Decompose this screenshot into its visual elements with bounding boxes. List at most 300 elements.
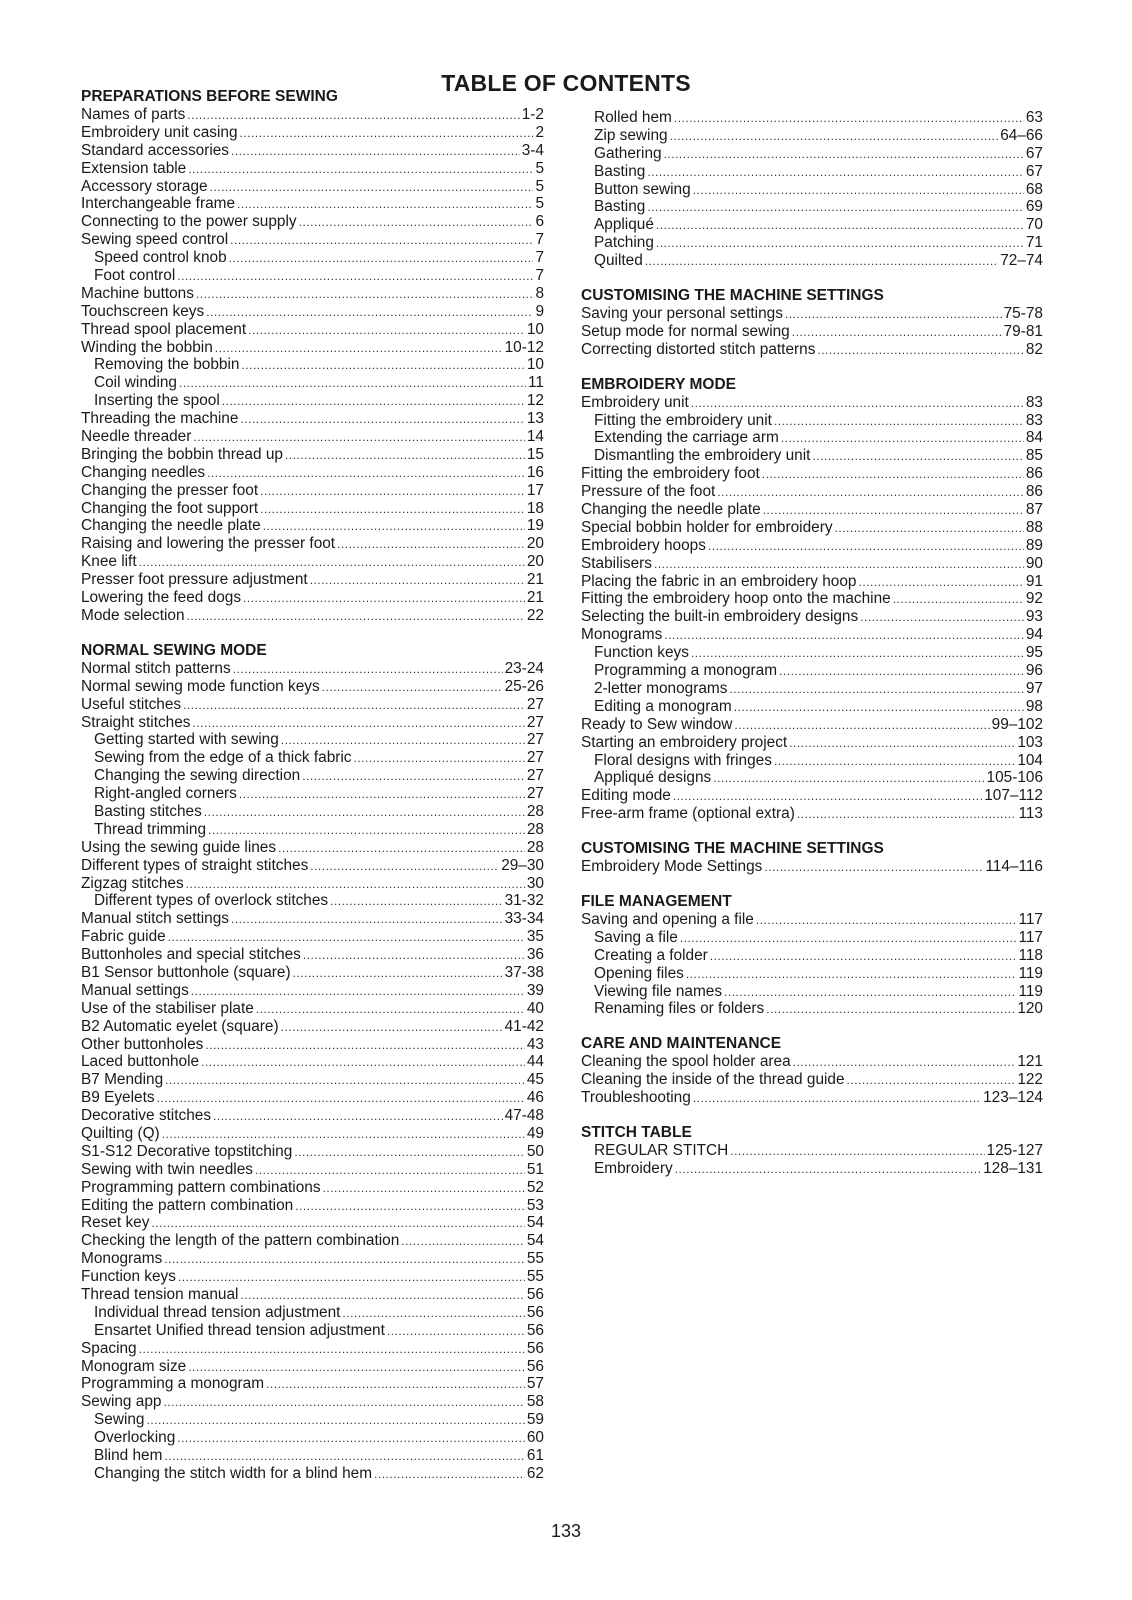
dot-leader [188,161,533,179]
dot-leader [255,1162,525,1180]
toc-entry-label: Sewing app [81,1393,162,1411]
toc-entry-label: S1-S12 Decorative topstitching [81,1142,293,1160]
dot-leader [191,983,525,1001]
toc-entry-label: Floral designs with fringes [594,751,772,769]
toc-entry[interactable] [581,947,1043,965]
toc-entry[interactable] [581,1000,1043,1018]
toc-entry[interactable] [581,181,1043,199]
toc-entry[interactable] [581,483,1043,501]
toc-entry-page: 22 [526,606,544,624]
toc-entry-label: Editing a monogram [594,697,732,715]
dot-leader [208,822,525,840]
toc-entry-label: Changing needles [81,463,206,481]
toc-entry-label: Using the sewing guide lines [81,838,277,856]
toc-entry[interactable] [81,374,544,392]
section-heading: CUSTOMISING THE MACHINE SETTINGS [581,840,884,858]
toc-entry-label: Spacing [81,1339,137,1357]
dot-leader [858,574,1023,592]
toc-entry-page: 3-4 [521,141,544,159]
toc-entry[interactable] [81,1000,544,1018]
dot-leader [322,679,503,697]
toc-entry[interactable] [581,734,1043,752]
dot-leader [139,1341,525,1359]
toc-entry[interactable] [581,716,1043,734]
toc-entry-label: Sewing speed control [81,231,229,249]
toc-entry[interactable] [81,553,544,571]
dot-leader [260,483,525,501]
toc-entry-label: 2-letter monograms [594,679,728,697]
toc-entry[interactable] [581,234,1043,252]
toc-entry-label: REGULAR STITCH [594,1141,729,1159]
dot-leader [686,966,1017,984]
toc-entry[interactable] [581,1142,1043,1160]
toc-entry-page: 27 [526,713,544,731]
toc-entry-page: 83 [1025,411,1043,429]
toc-entry-label: Changing the needle plate [81,517,261,535]
toc-entry-label: Starting an embroidery project [581,733,788,751]
toc-entry[interactable] [81,1071,544,1089]
toc-section [81,642,544,1483]
toc-entry-page: 122 [1017,1071,1043,1089]
toc-entry[interactable] [581,412,1043,430]
toc-entry[interactable] [81,678,544,696]
toc-entry[interactable] [81,464,544,482]
toc-entry-page: 97 [1025,679,1043,697]
toc-entry[interactable] [81,1268,544,1286]
toc-entry-page: 54 [526,1232,544,1250]
toc-entry[interactable] [81,1393,544,1411]
toc-entry[interactable] [81,1429,544,1447]
toc-entry[interactable] [81,964,544,982]
dot-leader [710,948,1017,966]
toc-entry[interactable] [81,1447,544,1465]
toc-entry-label: Sewing [94,1411,145,1429]
toc-entry[interactable] [81,1465,544,1483]
toc-entry-page: 14 [526,428,544,446]
toc-entry[interactable] [81,178,544,196]
toc-entry[interactable] [581,216,1043,234]
toc-entry-label: Free-arm frame (optional extra) [581,805,795,823]
toc-entry[interactable] [81,660,544,678]
toc-entry[interactable] [581,1053,1043,1071]
toc-entry[interactable] [81,1304,544,1322]
toc-entry-label: Rolled hem [594,109,672,126]
toc-entry[interactable] [81,410,544,428]
toc-entry-label: Saving your personal settings [581,305,783,323]
toc-entry-label: Function keys [594,644,689,662]
toc-entry[interactable] [581,644,1043,662]
toc-entry[interactable] [81,1179,544,1197]
toc-entry-label: Patching [594,234,654,252]
toc-entry[interactable] [81,195,544,213]
toc-entry[interactable] [581,198,1043,216]
dot-leader [151,1215,524,1233]
toc-entry-label: Touchscreen keys [81,302,205,320]
toc-entry-label: Bringing the bobbin thread up [81,445,283,463]
dot-leader [756,912,1017,930]
toc-entry[interactable] [81,321,544,339]
toc-entry-page: 105-106 [986,769,1043,787]
toc-entry-page: 99–102 [991,715,1043,733]
toc-entry[interactable] [81,213,544,231]
toc-entry[interactable] [81,696,544,714]
toc-entry-label: Changing the foot support [81,499,259,517]
toc-entry[interactable] [81,821,544,839]
toc-entry[interactable] [581,341,1043,359]
toc-entry-label: Zigzag stitches [81,874,184,892]
toc-entry[interactable] [81,731,544,749]
toc-entry-page: 10-12 [504,338,544,356]
dot-leader [196,286,534,304]
toc-entry-page: 119 [1018,964,1043,982]
toc-entry[interactable] [81,356,544,374]
toc-entry-label: Straight stitches [81,713,191,731]
toc-entry[interactable] [81,1018,544,1036]
toc-entry-label: Appliqué designs [594,769,712,787]
toc-entry[interactable] [81,535,544,553]
toc-entry[interactable] [81,1143,544,1161]
toc-entry[interactable] [81,106,544,124]
toc-entry-page: 8 [535,284,544,302]
toc-entry[interactable] [81,785,544,803]
dot-leader [717,484,1024,502]
toc-entry[interactable] [81,339,544,357]
toc-entry-page: 86 [1025,483,1043,501]
dot-leader [656,217,1024,235]
toc-entry[interactable] [581,127,1043,145]
dot-leader [337,536,525,554]
toc-entry[interactable] [81,607,544,625]
toc-entry[interactable] [81,1411,544,1429]
toc-entry[interactable] [581,769,1043,787]
toc-entry-page: 118 [1018,946,1043,964]
toc-entry[interactable] [81,571,544,589]
toc-entry-label: Useful stitches [81,695,182,713]
toc-entry[interactable] [81,446,544,464]
toc-entry[interactable] [581,805,1043,823]
toc-entry-page: 71 [1025,234,1043,252]
toc-entry[interactable] [581,929,1043,947]
toc-entry-page: 44 [526,1053,544,1071]
toc-entry[interactable] [581,519,1043,537]
toc-entry[interactable] [81,1089,544,1107]
toc-entry[interactable] [581,501,1043,519]
toc-entry[interactable] [81,892,544,910]
dot-leader [793,1054,1016,1072]
toc-entry-page: 45 [526,1071,544,1089]
toc-entry[interactable] [581,608,1043,626]
toc-entry[interactable] [81,392,544,410]
toc-entry-page: 28 [526,820,544,838]
dot-leader [835,520,1024,538]
toc-entry-page: 63 [1025,109,1043,126]
toc-entry-page: 120 [1017,1000,1043,1018]
dot-leader [693,182,1024,200]
dot-leader [201,1054,525,1072]
toc-entry[interactable] [581,429,1043,447]
toc-entry[interactable] [81,1107,544,1125]
dot-leader [237,196,533,214]
toc-right-column [581,109,1043,1178]
toc-entry[interactable] [581,447,1043,465]
section-heading: PREPARATIONS BEFORE SEWING [81,88,338,105]
toc-entry[interactable] [81,1214,544,1232]
dot-leader [281,1019,503,1037]
toc-entry-label: Special bobbin holder for embroidery [581,518,833,536]
toc-entry[interactable] [581,787,1043,805]
toc-entry-page: 51 [526,1160,544,1178]
toc-entry[interactable] [581,555,1043,573]
toc-entry[interactable] [81,231,544,249]
dot-leader [266,1376,525,1394]
toc-entry[interactable] [81,124,544,142]
toc-entry[interactable] [81,1250,544,1268]
toc-entry-label: Speed control knob [94,249,227,267]
toc-entry-page: 2 [535,123,544,141]
toc-entry[interactable] [581,145,1043,163]
toc-entry-page: 17 [526,481,544,499]
dot-leader [204,804,525,822]
toc-entry-label: Checking the length of the pattern combination [81,1232,400,1250]
toc-entry-label: Mode selection [81,606,185,624]
toc-entry-page: 39 [526,981,544,999]
toc-entry-page: 98 [1025,697,1043,715]
toc-entry[interactable] [81,482,544,500]
dot-leader [374,1466,525,1484]
toc-entry-label: Decorative stitches [81,1107,212,1125]
toc-entry[interactable] [81,589,544,607]
toc-entry[interactable] [581,1160,1043,1178]
dot-leader [294,1144,525,1162]
dot-leader [179,375,526,393]
dot-leader [193,715,525,733]
toc-entry[interactable] [581,698,1043,716]
toc-entry[interactable] [581,752,1043,770]
toc-entry-page: 55 [526,1268,544,1286]
dot-leader [241,357,524,375]
toc-entry-page: 117 [1018,910,1043,928]
toc-entry-label: Zip sewing [594,126,668,144]
toc-entry-page: 47-48 [504,1107,544,1125]
toc-entry[interactable] [81,428,544,446]
toc-entry[interactable] [581,305,1043,323]
dot-leader [177,1430,525,1448]
toc-entry[interactable] [81,1161,544,1179]
toc-entry[interactable] [581,680,1043,698]
toc-entry-label: Right-angled corners [94,785,237,803]
toc-entry[interactable] [81,1286,544,1304]
toc-entry[interactable] [81,946,544,964]
toc-entry-page: 90 [1025,554,1043,572]
dot-leader [342,1305,524,1323]
toc-entry[interactable] [81,1340,544,1358]
dot-leader [215,340,503,358]
toc-entry[interactable] [81,1197,544,1215]
toc-entry[interactable] [581,252,1043,270]
toc-entry[interactable] [81,142,544,160]
toc-entry-page: 10 [526,356,544,374]
toc-entry[interactable] [81,1375,544,1393]
toc-entry[interactable] [81,803,544,821]
toc-entry-page: 46 [526,1089,544,1107]
toc-entry-page: 64–66 [1000,126,1043,144]
toc-entry-page: 5 [535,177,544,195]
toc-entry[interactable] [81,517,544,535]
dot-leader [664,627,1024,645]
toc-entry-page: 91 [1025,572,1043,590]
toc-entry-page: 56 [526,1303,544,1321]
dot-leader [674,110,1024,128]
toc-entry-label: Thread spool placement [81,320,247,338]
toc-section [581,893,1043,1018]
toc-entry-label: Overlocking [94,1429,176,1447]
toc-entry[interactable] [81,303,544,321]
toc-entry-page: 56 [526,1357,544,1375]
toc-entry[interactable] [581,911,1043,929]
toc-entry[interactable] [81,1036,544,1054]
dot-leader [177,268,533,286]
toc-entry[interactable] [81,160,544,178]
toc-entry-label: Programming a monogram [594,662,778,680]
toc-entry[interactable] [581,590,1043,608]
toc-entry[interactable] [581,109,1043,127]
toc-entry-label: Getting started with sewing [94,731,279,749]
dot-leader [387,1323,525,1341]
toc-entry[interactable] [581,858,1043,876]
dot-leader [231,911,503,929]
toc-entry-page: 31-32 [504,892,544,910]
dot-leader [278,840,525,858]
toc-entry[interactable] [81,767,544,785]
toc-entry-page: 52 [526,1178,544,1196]
toc-entry-label: Button sewing [594,180,691,198]
toc-entry[interactable] [81,500,544,518]
toc-entry-page: 12 [526,392,544,410]
dot-leader [243,590,525,608]
dot-leader [792,324,1002,342]
toc-entry[interactable] [581,323,1043,341]
toc-entry[interactable] [581,983,1043,1001]
toc-entry-label: Editing mode [581,787,671,805]
toc-entry-page: 119 [1018,982,1043,1000]
toc-entry[interactable] [581,465,1043,483]
dot-leader [645,253,998,271]
toc-left-column [81,88,544,1483]
dot-leader [764,859,983,877]
toc-entry-label: Viewing file names [594,982,723,1000]
dot-leader [330,893,503,911]
toc-entry[interactable] [81,857,544,875]
toc-entry-label: Monograms [81,1250,163,1268]
toc-entry[interactable] [81,1358,544,1376]
toc-entry-page: 6 [535,213,544,231]
dot-leader [183,697,525,715]
toc-entry-label: Use of the stabiliser plate [81,999,254,1017]
toc-entry[interactable] [81,1232,544,1250]
toc-entry[interactable] [581,1089,1043,1107]
toc-entry-page: 117 [1018,928,1043,946]
toc-entry-label: Quilted [594,252,643,270]
toc-entry-page: 85 [1025,447,1043,465]
toc-entry[interactable] [81,875,544,893]
dot-leader [310,572,525,590]
toc-entry[interactable] [81,839,544,857]
toc-entry-label: Ready to Sew window [581,715,733,733]
toc-entry-label: Editing the pattern combination [81,1196,294,1214]
toc-entry[interactable] [581,965,1043,983]
toc-entry[interactable] [81,928,544,946]
toc-entry-label: Quilting (Q) [81,1124,160,1142]
toc-entry-page: 53 [526,1196,544,1214]
toc-entry[interactable] [581,163,1043,181]
dot-leader [323,1180,525,1198]
toc-entry[interactable] [581,537,1043,555]
dot-leader [146,1412,524,1430]
toc-entry[interactable] [81,249,544,267]
toc-entry[interactable] [81,982,544,1000]
toc-entry[interactable] [581,394,1043,412]
dot-leader [774,753,1015,771]
toc-section [581,1035,1043,1107]
dot-leader [401,1233,525,1251]
toc-entry[interactable] [81,1125,544,1143]
toc-entry-label: Embroidery hoops [581,536,706,554]
toc-entry[interactable] [81,285,544,303]
dot-leader [281,732,525,750]
toc-entry[interactable] [81,1053,544,1071]
dot-leader [187,107,519,125]
toc-entry[interactable] [581,573,1043,591]
toc-entry[interactable] [581,626,1043,644]
toc-entry-label: Basting stitches [94,802,202,820]
toc-entry[interactable] [81,267,544,285]
toc-entry-label: Troubleshooting [581,1089,691,1107]
dot-leader [729,681,1023,699]
toc-entry[interactable] [81,1322,544,1340]
toc-entry-page: 7 [535,267,544,285]
dot-leader [178,1269,525,1287]
page-number: 133 [550,1521,582,1541]
toc-entry-page: 20 [526,535,544,553]
toc-entry-page: 30 [526,874,544,892]
toc-entry-page: 35 [526,928,544,946]
toc-entry-page: 60 [526,1429,544,1447]
dot-leader [354,750,525,768]
toc-entry-page: 93 [1025,608,1043,626]
dot-leader [210,179,534,197]
toc-entry-page: 49 [526,1124,544,1142]
toc-entry-label: Inserting the spool [94,392,220,410]
toc-entry[interactable] [81,714,544,732]
toc-entry-page: 21 [526,571,544,589]
toc-entry[interactable] [581,1071,1043,1089]
dot-leader [163,1394,524,1412]
toc-entry-page: 72–74 [1000,252,1043,270]
toc-section [581,376,1043,823]
toc-entry-page: 41-42 [504,1017,544,1035]
toc-entry-label: B9 Eyelets [81,1089,155,1107]
toc-entry-label: Sewing with twin needles [81,1160,253,1178]
dot-leader [817,342,1023,360]
toc-entry-label: Changing the presser foot [81,481,259,499]
toc-entry-label: Buttonholes and special stitches [81,946,301,964]
toc-entry[interactable] [581,662,1043,680]
toc-entry-page: 28 [526,802,544,820]
toc-entry[interactable] [81,910,544,928]
toc-entry-page: 94 [1025,626,1043,644]
toc-entry[interactable] [81,749,544,767]
dot-leader [165,1072,525,1090]
